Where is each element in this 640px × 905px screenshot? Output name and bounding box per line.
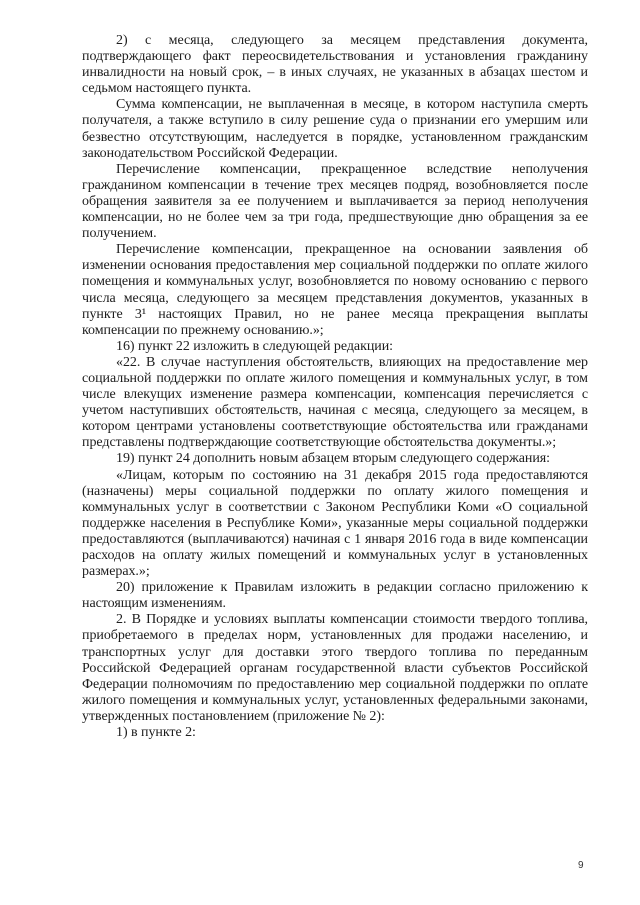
paragraph-item-20: 20) приложение к Правилам изложить в редакции согласно приложению к настоящим изменениям. xyxy=(82,580,588,612)
paragraph-clause-24-addition: «Лицам, которым по состоянию на 31 декабря 2015 года предоставляются (назначены) меры социальной поддержки по оплату жилого помещения и коммунальных услуг в соответствии с Законом Республики Коми «О социальной поддержке населения в Республике Коми», указанные меры социальной поддержки предоставляются (выплачиваются) начиная с 1 января 2016 года в виде компенсации расходов на оплату жилых помещений и коммунальных услуг в установленных размерах.»; xyxy=(82,467,588,580)
document-body xyxy=(82,33,588,741)
paragraph-resumption-change-basis: Перечисление компенсации, прекращенное на основании заявления об изменении основания предоставления мер социальной поддержки по оплате жилого помещения и коммунальных услуг, возобновляется по новому основанию с первого числа месяца, следующего за месяцем представления документов, указанных в пункте 3¹ настоящих Правил, но не ранее месяца прекращения выплаты компенсации по прежнему основанию.»; xyxy=(82,242,588,338)
page-number: 9 xyxy=(578,860,584,871)
paragraph-compensation-start: 2) с месяца, следующего за месяцем представления документа, подтверждающего факт переосвидетельствования и установления гражданину инвалидности на новый срок, – в иных случаях, не указанных в абзацах шестом и седьмом настоящего пункта. xyxy=(82,33,588,97)
paragraph-item-16: 16) пункт 22 изложить в следующей редакции: xyxy=(116,338,394,354)
paragraph-inheritance: Сумма компенсации, не выплаченная в месяце, в котором наступила смерть получателя, а также вступило в силу решение суда о признании его умершим или безвестно отсутствующим, наследуется в порядке, установленном гражданским законодательством Российской Федерации. xyxy=(82,97,588,161)
paragraph-item-19: 19) пункт 24 дополнить новым абзацем вторым следующего содержания: xyxy=(116,451,551,467)
paragraph-section-2: 2. В Порядке и условиях выплаты компенсации стоимости твердого топлива, приобретаемого в пределах норм, установленных для продажи населению, и транспортных услуг для доставки этого твердого топлива по переданным Российской Федерацией органам государственной власти субъектов Российской Федерации полномочиям по предоставлению мер социальной поддержки по оплате жилого помещения и коммунальных услуг, установленных федеральными законами, утвержденных постановлением (приложение № 2): xyxy=(82,612,588,724)
paragraph-clause-22: «22. В случае наступления обстоятельств, влияющих на предоставление мер социальной поддержки по оплате жилого помещения и коммунальных услуг, в том числе влекущих изменение размера компенсации, компенсация перечисляется с учетом наступивших обстоятельств, начиная с месяца, следующего за месяцем, в котором центрами установлены соответствующие обстоятельства или гражданами представлены подтверждающие соответствующие обстоятельства документы.»; xyxy=(82,354,588,451)
paragraph-resumption-non-receipt: Перечисление компенсации, прекращенное вследствие неполучения гражданином компенсации в течение трех месяцев подряд, возобновляется после обращения заявителя за ее получением и выплачивается за период неполучения компенсации, но не более чем за три года, предшествующие дню обращения за ее получением. xyxy=(82,161,588,242)
paragraph-item-1-clause-2: 1) в пункте 2: xyxy=(116,725,196,741)
